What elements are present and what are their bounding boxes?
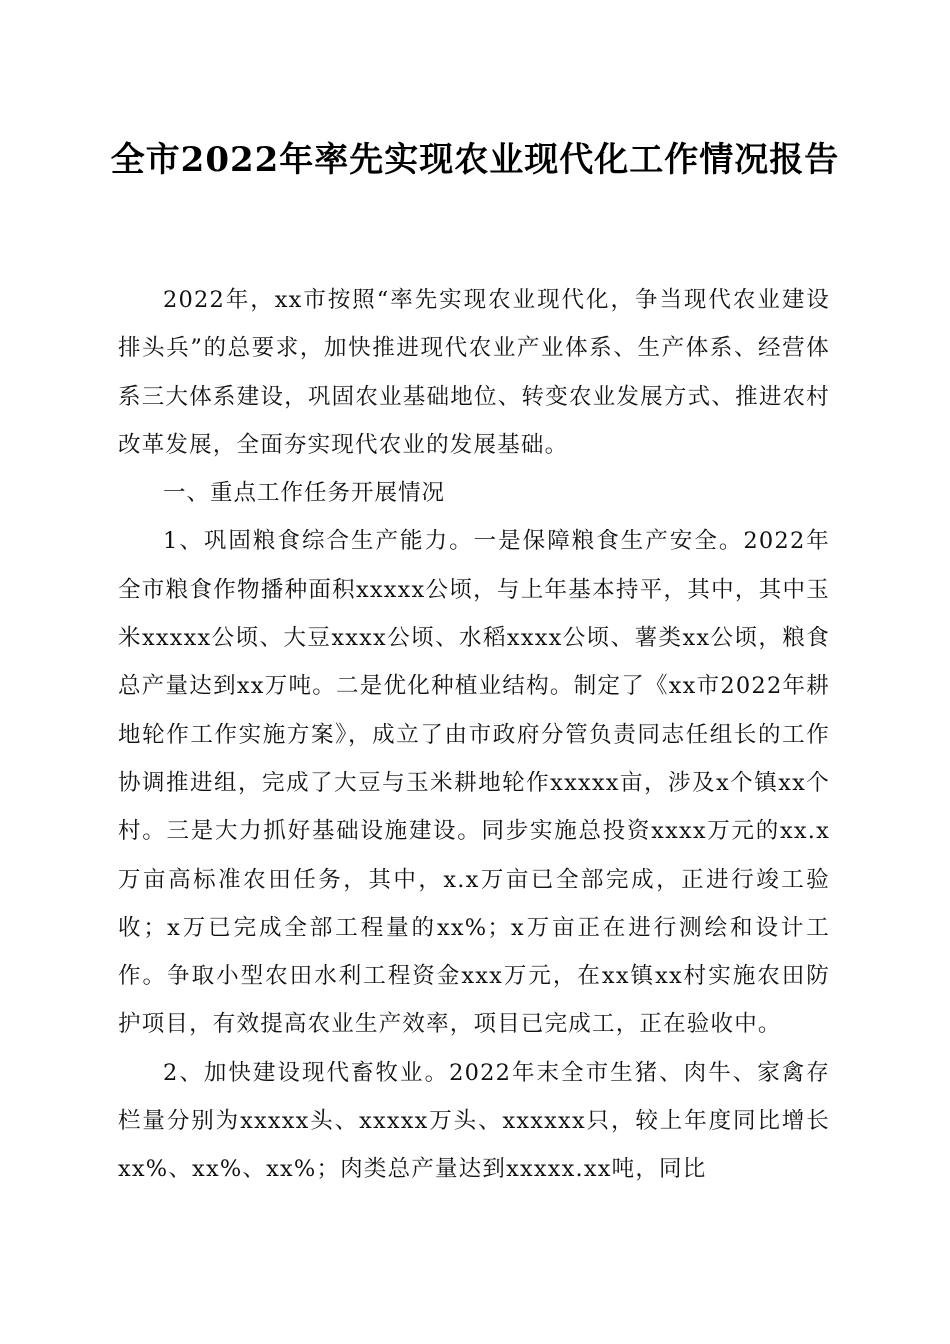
document-title: 全市2022年率先实现农业现代化工作情况报告 bbox=[110, 140, 840, 180]
document-body bbox=[118, 276, 830, 1194]
section-heading: 一、重点工作任务开展情况 bbox=[163, 480, 446, 507]
paragraph-grain-production: 1、巩固粮食综合生产能力。一是保障粮食生产安全。2022年全市粮食作物播种面积xxxxx公顷，与上年基本持平，其中，其中玉米xxxxx公顷、大豆xxxx公顷、水稻xxxx公顷、薯类xx公顷，粮食总产量达到xx万吨。二是优化种植业结构。制定了《xx市2022年耕地轮作工作实施方案》，成立了由市政府分管负责同志任组长的工作协调推进组，完成了大豆与玉米耕地轮作xxxxx亩，涉及x个镇xx个村。三是大力抓好基础设施建设。同步实施总投资xxxx万元的xx.x万亩高标准农田任务，其中，x.x万亩已全部完成，正进行竣工验收；x万已完成全部工程量的xx%；x万亩正在进行测绘和设计工作。争取小型农田水利工程资金xxx万元，在xx镇xx村实施农田防护项目，有效提高农业生产效率，项目已完成工，正在验收中。 bbox=[118, 528, 830, 1038]
paragraph-animal-husbandry: 2、加快建设现代畜牧业。2022年末全市生猪、肉牛、家禽存栏量分别为xxxxx头、xxxxx万头、xxxxxx只，较上年度同比增长xx%、xx%、xx%；肉类总产量达到xxxxx.xx吨，同比 bbox=[118, 1059, 830, 1183]
intro-paragraph: 2022年，xx市按照“率先实现农业现代化，争当现代农业建设排头兵”的总要求，加快推进现代农业产业体系、生产体系、经营体系三大体系建设，巩固农业基础地位、转变农业发展方式、推进农村改革发展，全面夯实现代农业的发展基础。 bbox=[118, 287, 830, 458]
